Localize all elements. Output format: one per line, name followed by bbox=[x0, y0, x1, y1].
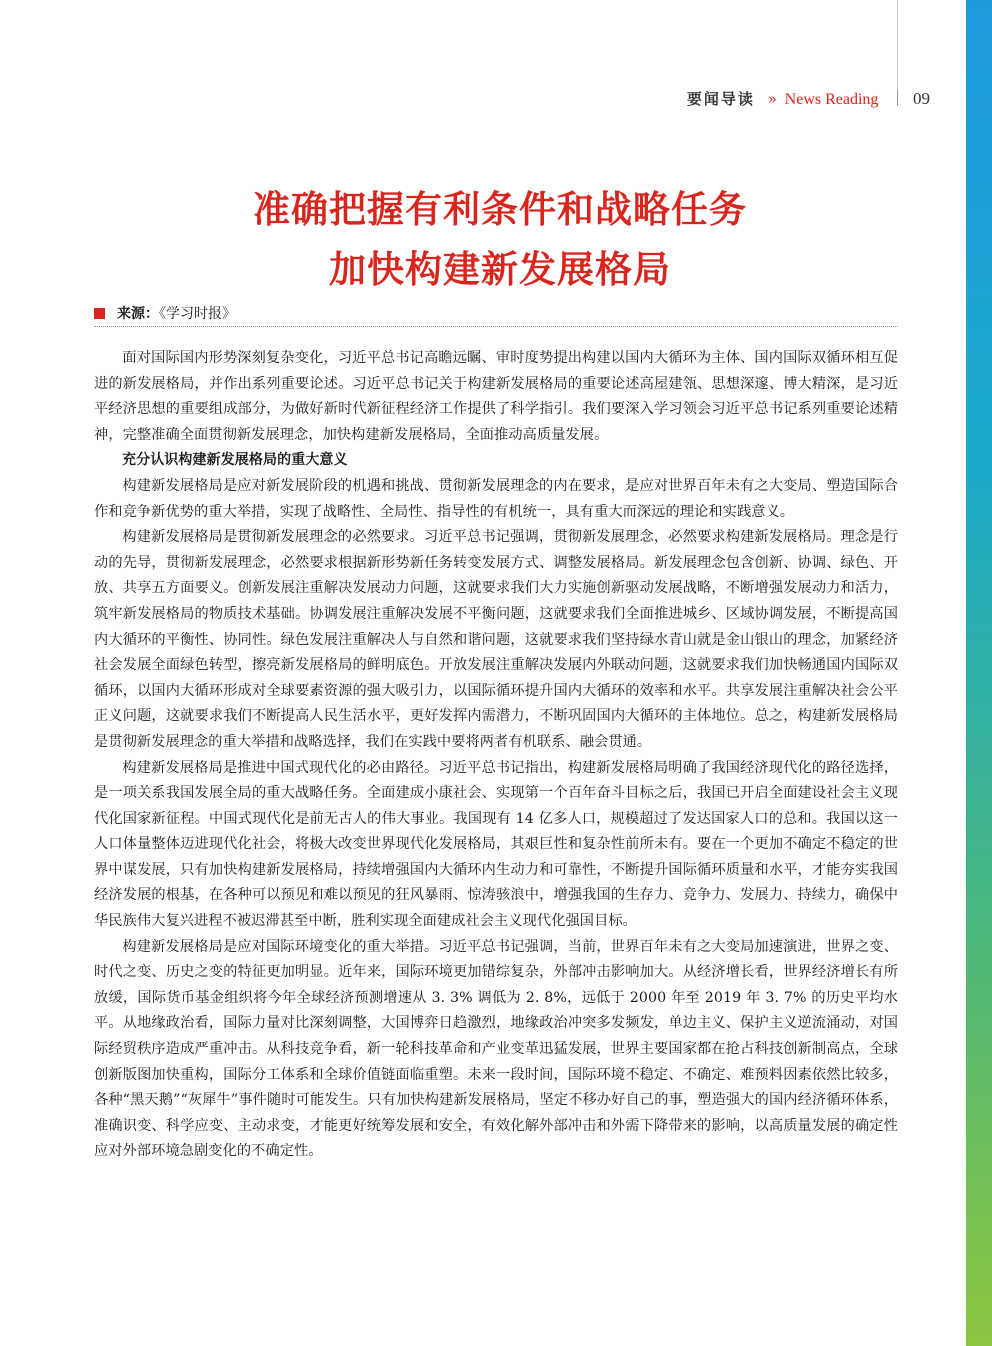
body-paragraph: 构建新发展格局是贯彻新发展理念的必然要求。习近平总书记强调，贯彻新发展理念，必然要求构建新发展格局。理念是行动的先导，贯彻新发展理念，必然要求根据新形势新任务转变发展方式、调整发展格局。新发展理念包含创新、协调、绿色、开放、共享五方面要义。创新发展注重解决发展动力问题，这就要求我们大力实施创新驱动发展战略，不断增强发展动力和活力，筑牢新发展格局的物质技术基础。协调发展注重解决发展不平衡问题，这就要求我们全面推进城乡、区域协调发展，不断提高国内大循环的平衡性、协同性。绿色发展注重解决人与自然和谐问题，这就要求我们坚持绿水青山就是金山银山的理念，加紧经济社会发展全面绿色转型，擦亮新发展格局的鲜明底色。开放发展注重解决发展内外联动问题，这就要求我们加快畅通国内国际双循环，以国内大循环形成对全球要素资源的强大吸引力，以国际循环提升国内大循环的效率和水平。共享发展注重解决社会公平正义问题，这就要求我们不断提高人民生活水平，更好发挥内需潜力，不断巩固国内大循环的主体地位。总之，构建新发展格局是贯彻新发展理念的重大举措和战略选择，我们在实践中要将两者有机联系、融会贯通。 bbox=[94, 529, 898, 750]
source-label: 来源： bbox=[117, 306, 159, 322]
dotted-divider bbox=[94, 326, 898, 327]
article-title-line-1: 准确把握有利条件和战略任务 bbox=[253, 188, 747, 231]
side-color-stripe bbox=[966, 0, 992, 1346]
header-divider bbox=[897, 90, 898, 106]
page-number: 09 bbox=[913, 89, 930, 108]
source-line bbox=[94, 305, 236, 323]
body-paragraph: 构建新发展格局是应对国际环境变化的重大举措。习近平总书记强调，当前，世界百年未有之大变局加速演进，世界之变、时代之变、历史之变的特征更加明显。近年来，国际环境更加错综复杂，外部冲击影响加大。从经济增长看，世界经济增长有所放缓，国际货币基金组织将今年全球经济预测增速从 3. 3% 调低为 2. 8%，远低于 2000 年至 2019 年 3. 7% 的历史平均水平。从地缘政治看，国际力量对比深刻调整，大国博弈日趋激烈，地缘政治冲突多发频发，单边主义、保护主义逆流涌动，对国际经贸秩序造成严重冲击。从科技竞争看，新一轮科技革命和产业变革迅猛发展，世界主要国家都在抢占科技创新制高点，全球创新版图加快重构，国际分工体系和全球价值链面临重塑。未来一段时间，国际环境不稳定、不确定、难预料因素依然比较多，各种“黑天鹅”“灰犀牛”事件随时可能发生。只有加快构建新发展格局，坚定不移办好自己的事，塑造强大的国内经济循环体系，准确识变、科学应变、主动求变，才能更好统筹发展和安全，有效化解外部冲击和外需下降带来的影响，以高质量发展的确定性应对外部环境急剧变化的不确定性。 bbox=[94, 938, 898, 1160]
body-paragraph: 构建新发展格局是应对新发展阶段的机遇和挑战、贯彻新发展理念的内在要求，是应对世界百年未有之大变局、塑造国际合作和竞争新优势的重大举措，实现了战略性、全局性、指导性的有机统一，具有重大而深远的理论和实践意义。 bbox=[94, 477, 898, 520]
intro-paragraph: 面对国际国内形势深刻复杂变化，习近平总书记高瞻远瞩、审时度势提出构建以国内大循环为主体、国内国际双循环相互促进的新发展格局，并作出系列重要论述。习近平总书记关于构建新发展格局的重要论述高屋建瓴、思想深邃、博大精深，是习近平经济思想的重要组成部分，为做好新时代新征程经济工作提供了科学指引。我们要深入学习领会习近平总书记系列重要论述精神，完整准确全面贯彻新发展理念，加快构建新发展格局，全面推动高质量发展。 bbox=[94, 350, 898, 443]
article-body bbox=[94, 346, 898, 1165]
article-title bbox=[70, 180, 930, 300]
source-value: 《学习时报》 bbox=[159, 306, 236, 322]
header-section-english: News Reading bbox=[784, 91, 879, 108]
article-title-line-2: 加快构建新发展格局 bbox=[329, 248, 671, 291]
running-header bbox=[0, 88, 930, 112]
section-subheading: 充分认识构建新发展格局的重大意义 bbox=[122, 452, 348, 469]
chevron-right-icon: » bbox=[767, 90, 777, 108]
red-square-bullet-icon bbox=[94, 308, 105, 319]
body-paragraph: 构建新发展格局是推进中国式现代化的必由路径。习近平总书记指出，构建新发展格局明确了我国经济现代化的路径选择，是一项关系我国发展全局的重大战略任务。全面建成小康社会、实现第一个百年奋斗目标之后，我国已开启全面建设社会主义现代化国家新征程。中国式现代化是前无古人的伟大事业。我国现有 14 亿多人口，规模超过了发达国家人口的总和。我国以这一人口体量整体迈进现代化社会，将极大改变世界现代化发展格局，其艰巨性和复杂性前所未有。要在一个更加不确定不稳定的世界中谋发展，只有加快构建新发展格局，持续增强国内大循环内生动力和可靠性，不断提升国际循环质量和水平，才能夯实我国经济发展的根基，在各种可以预见和难以预见的狂风暴雨、惊涛骇浪中，增强我国的生存力、竞争力、发展力、持续力，确保中华民族伟大复兴进程不被迟滞甚至中断，胜利实现全面建成社会主义现代化强国目标。 bbox=[94, 759, 898, 930]
header-section-title: 要闻导读 bbox=[686, 90, 755, 108]
